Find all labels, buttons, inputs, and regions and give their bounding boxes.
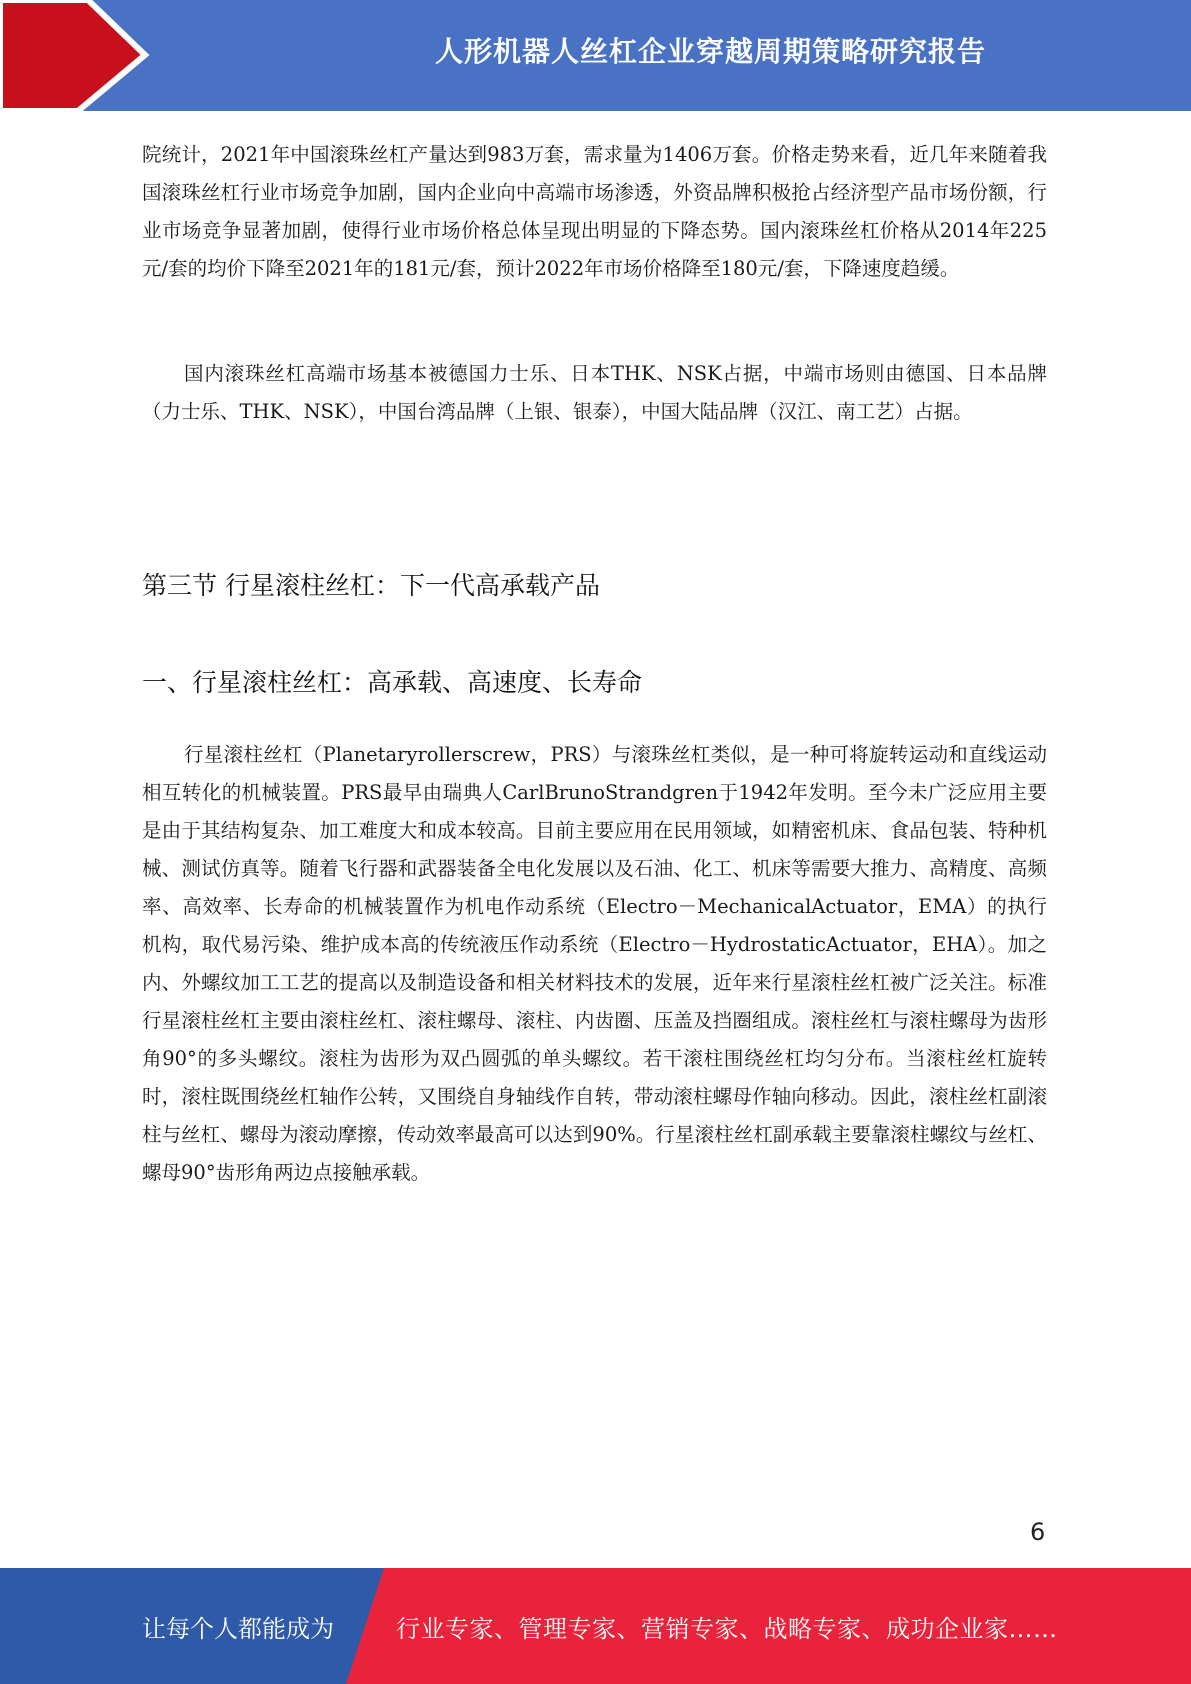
section-heading: 第三节 行星滚柱丝杠：下一代高承载产品	[142, 571, 600, 600]
page-footer	[0, 1568, 1191, 1684]
page-header	[0, 0, 1191, 111]
paragraph-prs-intro: 行星滚柱丝杠（Planetaryrollerscrew，PRS）与滚珠丝杠类似，是一种可将旋转运动和直线运动相互转化的机械装置。PRS最早由瑞典人CarlBrunoStrandgren于1942年发明。至今未广泛应用主要是由于其结构复杂、加工难度大和成本较高。目前主要应用在民用领域，如精密机床、食品包装、特种机械、测试仿真等。随着飞行器和武器装备全电化发展以及石油、化工、机床等需要大推力、高精度、高频率、高效率、长寿命的机械装置作为机电作动系统（Electro－MechanicalActuator，EMA）的执行机构，取代易污染、维护成本高的传统液压作动系统（Electro－HydrostaticActuator，EHA）。加之内、外螺纹加工工艺的提高以及制造设备和相关材料技术的发展，近年来行星滚柱丝杠被广泛关注。标准行星滚柱丝杠主要由滚柱丝杠、滚柱螺母、滚柱、内齿圈、压盖及挡圈组成。滚柱丝杠与滚柱螺母为齿形角90°的多头螺纹。滚柱为齿形为双凸圆弧的单头螺纹。若干滚柱围绕丝杠均匀分布。当滚柱丝杠旋转时，滚柱既围绕丝杠轴作公转，又围绕自身轴线作自转，带动滚柱螺母作轴向移动。因此，滚柱丝杠副滚柱与丝杠、螺母为滚动摩擦，传动效率最高可以达到90%。行星滚柱丝杠副承载主要靠滚柱螺纹与丝杠、螺母90°齿形角两边点接触承载。	[142, 743, 1047, 1184]
footer-slogan-right: 行业专家、管理专家、营销专家、战略专家、成功企业家……	[396, 1614, 1058, 1643]
report-title: 人形机器人丝杠企业穿越周期策略研究报告	[434, 35, 986, 68]
subsection-heading: 一、行星滚柱丝杠：高承载、高速度、长寿命	[142, 668, 643, 697]
paragraph-ball-screw-stats: 院统计，2021年中国滚珠丝杠产量达到983万套，需求量为1406万套。价格走势来看，近几年来随着我国滚珠丝杠行业市场竞争加剧，国内企业向中高端市场渗透，外资品牌积极抢占经济型产品市场份额，行业市场竞争显著加剧，使得行业市场价格总体呈现出明显的下降态势。国内滚珠丝杠价格从2014年225元/套的均价下降至2021年的181元/套，预计2022年市场价格降至180元/套，下降速度趋缓。	[142, 143, 1047, 280]
paragraph-market-share: 国内滚珠丝杠高端市场基本被德国力士乐、日本THK、NSK占据，中端市场则由德国、日本品牌（力士乐、THK、NSK），中国台湾品牌（上银、银泰），中国大陆品牌（汉江、南工艺）占据。	[142, 362, 1047, 423]
page-number: 6	[1030, 1518, 1046, 1546]
footer-slogan-left: 让每个人都能成为	[142, 1614, 334, 1643]
